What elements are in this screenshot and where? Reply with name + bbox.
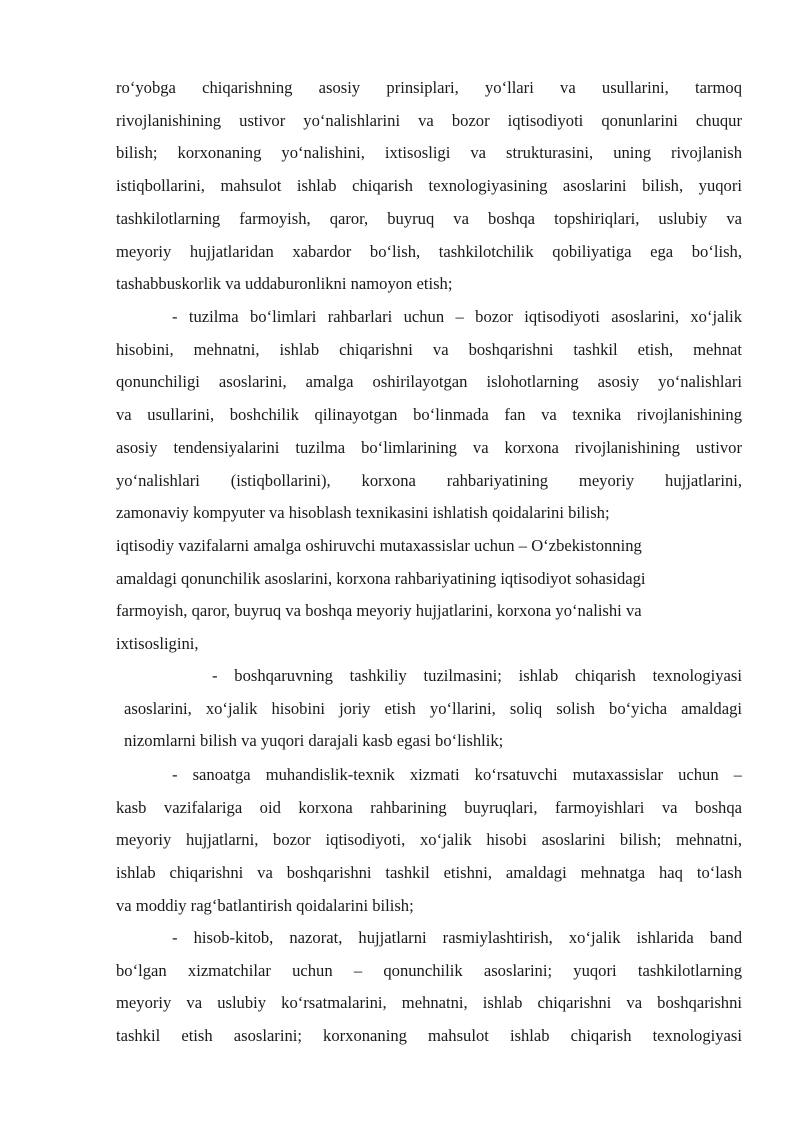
text-line: ishlab chiqarishni va boshqarishni tashkil etishni, amaldagi mehnatga haq to‘lash [116, 863, 742, 883]
paragraph-office-staff [116, 922, 742, 1053]
text-line: tashabbuskorlik va uddaburonlikni namoyon etish; [116, 274, 453, 294]
text-line: tashkilotlarning farmoyish, qaror, buyruq va boshqa topshiriqlari, uslubiy va [116, 208, 742, 228]
text-line: asoslarini, xo‘jalik hisobini joriy etish yo‘llarini, soliq solish bo‘yicha amaldagi [124, 698, 742, 718]
paragraph-management-principles [116, 72, 742, 301]
text-line: amaldagi qonunchilik asoslarini, korxona rahbariyatining iqtisodiyot sohasidagi [116, 568, 646, 588]
text-line: qonunchiligi asoslarini, amalga oshirilayotgan islohotlarning asosiy yo‘nalishlari [116, 372, 742, 392]
paragraph-engineering-specialists [116, 759, 742, 923]
text-line: meyoriy hujjatlaridan xabardor bo‘lish, tashkilotchilik qobiliyatiga ega bo‘lish, [116, 241, 742, 261]
text-line: kasb vazifalariga oid korxona rahbarining buyruqlari, farmoyishlari va boshqa [116, 797, 742, 817]
text-line: - boshqaruvning tashkiliy tuzilmasini; ishlab chiqarish texnologiyasi [212, 666, 742, 685]
text-line: asosiy tendensiyalarini tuzilma bo‘limlarining va korxona rivojlanishining ustivor [116, 437, 742, 457]
text-line: yo‘nalishlari (istiqbollarini), korxona rahbariyatining meyoriy hujjatlarini, [116, 470, 742, 490]
text-line: ixtisosligini, [116, 634, 199, 654]
text-line: nizomlarni bilish va yuqori darajali kasb egasi bo‘lishlik; [124, 731, 504, 751]
paragraph-economic-specialists [116, 530, 742, 661]
text-line: meyoriy hujjatlarni, bozor iqtisodiyoti, xo‘jalik hisobi asoslarini bilish; mehnatni, [116, 830, 742, 850]
text-line: hisobini, mehnatni, ishlab chiqarishni va boshqarishni tashkil etish, mehnat [116, 339, 742, 359]
text-line: - sanoatga muhandislik-texnik xizmati ko‘rsatuvchi mutaxassislar uchun – [172, 765, 742, 784]
text-line: istiqbollarini, mahsulot ishlab chiqarish texnologiyasining asoslarini bilish, yuqori [116, 176, 742, 196]
text-line: meyoriy va uslubiy ko‘rsatmalarini, mehnatni, ishlab chiqarishni va boshqarishni [116, 993, 742, 1013]
text-line: rivojlanishining ustivor yo‘nalishlarini va bozor iqtisodiyoti qonunlarini chuqur [116, 110, 742, 130]
paragraph-management-structure [124, 660, 742, 758]
text-line: tashkil etish asoslarini; korxonaning mahsulot ishlab chiqarish texnologiyasi [116, 1026, 742, 1046]
paragraph-department-heads [116, 301, 742, 530]
text-line: zamonaviy kompyuter va hisoblash texnikasini ishlatish qoidalarini bilish; [116, 503, 610, 523]
text-line: - tuzilma bo‘limlari rahbarlari uchun – bozor iqtisodiyoti asoslarini, xo‘jalik [172, 307, 742, 326]
text-line: bo‘lgan xizmatchilar uchun – qonunchilik asoslarini; yuqori tashkilotlarning [116, 960, 742, 980]
text-line: bilish; korxonaning yo‘nalishini, ixtisosligi va strukturasini, uning rivojlanish [116, 143, 742, 163]
text-line: ro‘yobga chiqarishning asosiy prinsiplari, yo‘llari va usullarini, tarmoq [116, 78, 742, 97]
text-line: - hisob-kitob, nazorat, hujjatlarni rasmiylashtirish, xo‘jalik ishlarida band [172, 928, 742, 947]
text-line: iqtisodiy vazifalarni amalga oshiruvchi mutaxassislar uchun – O‘zbekistonning [116, 536, 642, 555]
text-line: va usullarini, boshchilik qilinayotgan bo‘linmada fan va texnika rivojlanishining [116, 405, 742, 425]
text-line: farmoyish, qaror, buyruq va boshqa meyoriy hujjatlarini, korxona yo‘nalishi va [116, 601, 642, 621]
text-line: va moddiy rag‘batlantirish qoidalarini bilish; [116, 895, 414, 915]
